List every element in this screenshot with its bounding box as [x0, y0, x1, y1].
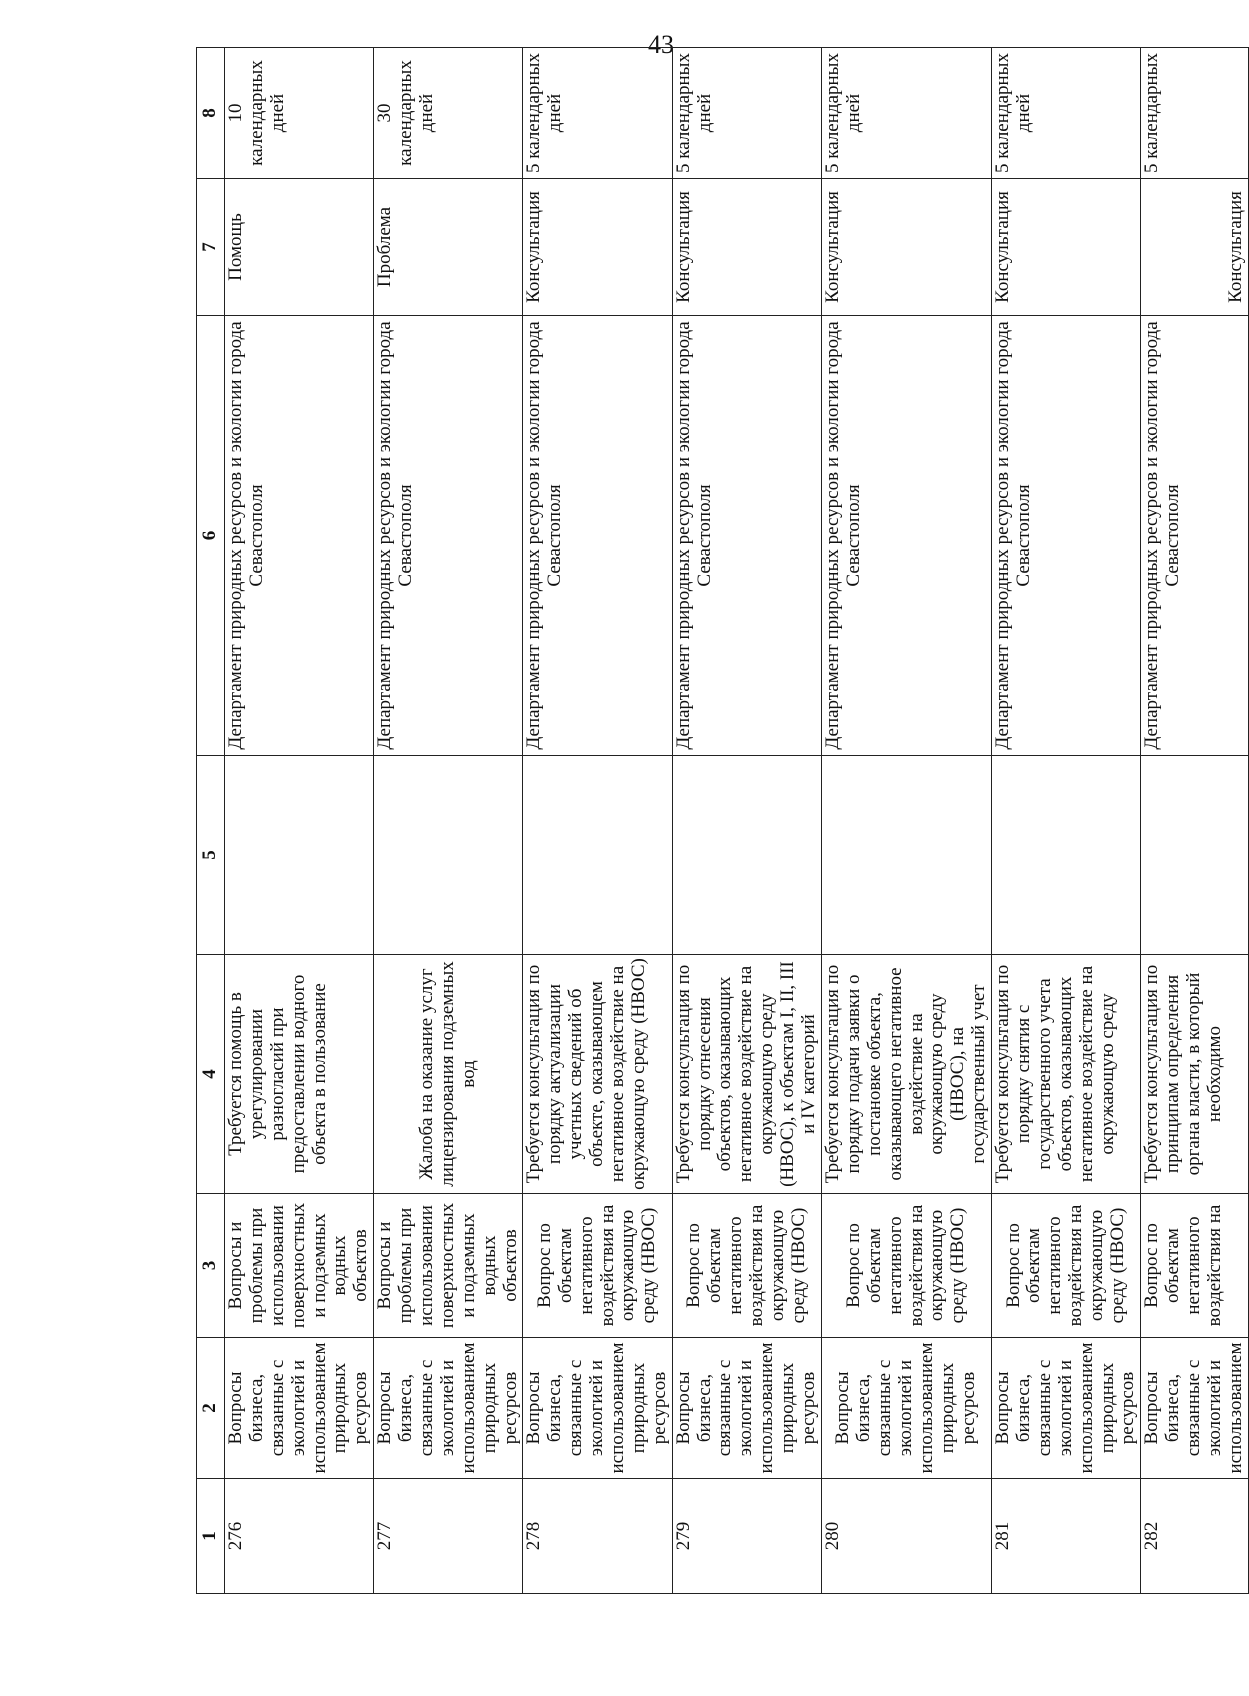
row-agency: Департамент природных ресурсов и экологии города Севастополя — [523, 316, 672, 756]
header-col-8: 8 — [197, 48, 225, 179]
row-category: Вопросы бизнеса, связанные с экологией и использованием природных ресурсов — [672, 1338, 821, 1479]
row-col5 — [523, 756, 672, 955]
row-description: Требуется консультация по порядку подачи заявки о постановке объекта, оказывающего негативное воздействие на окружающую среду (НВОС), на государственный учет — [821, 955, 991, 1194]
row-subcategory: Вопрос по объектам негативного воздействия на окружающую среду (НВОС) — [821, 1194, 991, 1338]
row-subcategory: Вопросы и проблемы при использовании поверхностных и подземных водных объектов — [374, 1194, 523, 1338]
header-col-3: 3 — [197, 1194, 225, 1338]
row-type: Проблема — [374, 179, 523, 316]
row-description: Требуется консультация по порядку актуализации учетных сведений об объекте, оказывающем негативное воздействие на окружающую среду (НВОС) — [523, 955, 672, 1194]
table-row — [992, 48, 1141, 1594]
table-row — [672, 48, 821, 1594]
header-col-6: 6 — [197, 316, 225, 756]
row-number: 281 — [992, 1479, 1141, 1594]
page-number: 43 — [648, 30, 674, 59]
row-term: 5 календарных дней — [672, 48, 821, 179]
row-subcategory: Вопрос по объектам негативного воздействия на окружающую среду (НВОС) — [992, 1194, 1141, 1338]
row-category: Вопросы бизнеса, связанные с экологией и использованием природных ресурсов — [821, 1338, 991, 1479]
row-number: 282 — [1141, 1479, 1248, 1594]
row-type: Консультация — [523, 179, 672, 316]
row-category: Вопросы бизнеса, связанные с экологией и использованием природных ресурсов — [523, 1338, 672, 1479]
row-description: Требуется помощь в урегулировании разногласий при предоставлении водного объекта в пользование — [225, 955, 374, 1194]
row-col5 — [821, 756, 991, 955]
row-subcategory: Вопросы и проблемы при использовании поверхностных и подземных водных объектов — [225, 1194, 374, 1338]
row-type: Помощь — [225, 179, 374, 316]
row-agency: Департамент природных ресурсов и экологии города Севастополя — [992, 316, 1141, 756]
row-term: 5 календарных дней — [821, 48, 991, 179]
rotated-table-page — [196, 53, 1246, 1594]
table-header-row — [197, 48, 225, 1594]
row-type: Консультация — [672, 179, 821, 316]
row-agency: Департамент природных ресурсов и экологии города Севастополя — [672, 316, 821, 756]
row-agency: Департамент природных ресурсов и экологии города Севастополя — [1141, 316, 1248, 756]
row-description: Требуется консультация по порядку снятия с государственного учета объектов, оказывающих негативное воздействие на окружающую среду — [992, 955, 1141, 1194]
row-number: 276 — [225, 1479, 374, 1594]
row-category: Вопросы бизнеса, связанные с экологией и использованием природных ресурсов — [992, 1338, 1141, 1479]
row-agency: Департамент природных ресурсов и экологии города Севастополя — [821, 316, 991, 756]
row-col5 — [374, 756, 523, 955]
row-col5 — [1141, 756, 1248, 955]
row-term: 10 календарных дней — [225, 48, 374, 179]
row-description: Требуется консультация по принципам определения органа власти, в который необходимо — [1141, 955, 1248, 1194]
row-category: Вопросы бизнеса, связанные с экологией и использованием природных ресурсов — [374, 1338, 523, 1479]
row-col5 — [672, 756, 821, 955]
services-table — [196, 47, 1249, 1594]
row-term: 5 календарных дней — [992, 48, 1141, 179]
table-row — [1141, 48, 1248, 1594]
row-number: 278 — [523, 1479, 672, 1594]
row-category: Вопросы бизнеса, связанные с экологией и использованием — [1141, 1338, 1248, 1479]
row-number: 280 — [821, 1479, 991, 1594]
row-col5 — [992, 756, 1141, 955]
table-row — [821, 48, 991, 1594]
table-row — [374, 48, 523, 1594]
header-col-5: 5 — [197, 756, 225, 955]
row-type: Консультация — [992, 179, 1141, 316]
row-subcategory: Вопрос по объектам негативного воздействия на окружающую среду (НВОС) — [672, 1194, 821, 1338]
row-agency: Департамент природных ресурсов и экологии города Севастополя — [374, 316, 523, 756]
row-term: 5 календарных — [1141, 48, 1248, 179]
row-subcategory: Вопрос по объектам негативного воздействия на окружающую среду (НВОС) — [523, 1194, 672, 1338]
row-subcategory: Вопрос по объектам негативного воздействия на — [1141, 1194, 1248, 1338]
row-description: Требуется консультация по порядку отнесения объектов, оказывающих негативное воздействие на окружающую среду (НВОС), к объектам I, II, III и IV категорий — [672, 955, 821, 1194]
row-agency: Департамент природных ресурсов и экологии города Севастополя — [225, 316, 374, 756]
row-description: Жалоба на оказание услуг лицензирования подземных вод — [374, 955, 523, 1194]
table-row — [225, 48, 374, 1594]
header-col-1: 1 — [197, 1479, 225, 1594]
row-type: Консультация — [821, 179, 991, 316]
row-term: 5 календарных дней — [523, 48, 672, 179]
row-col5 — [225, 756, 374, 955]
row-category: Вопросы бизнеса, связанные с экологией и использованием природных ресурсов — [225, 1338, 374, 1479]
header-col-2: 2 — [197, 1338, 225, 1479]
row-number: 279 — [672, 1479, 821, 1594]
row-term: 30 календарных дней — [374, 48, 523, 179]
row-number: 277 — [374, 1479, 523, 1594]
header-col-7: 7 — [197, 179, 225, 316]
table-row — [523, 48, 672, 1594]
row-type: Консультация — [1141, 179, 1248, 316]
header-col-4: 4 — [197, 955, 225, 1194]
